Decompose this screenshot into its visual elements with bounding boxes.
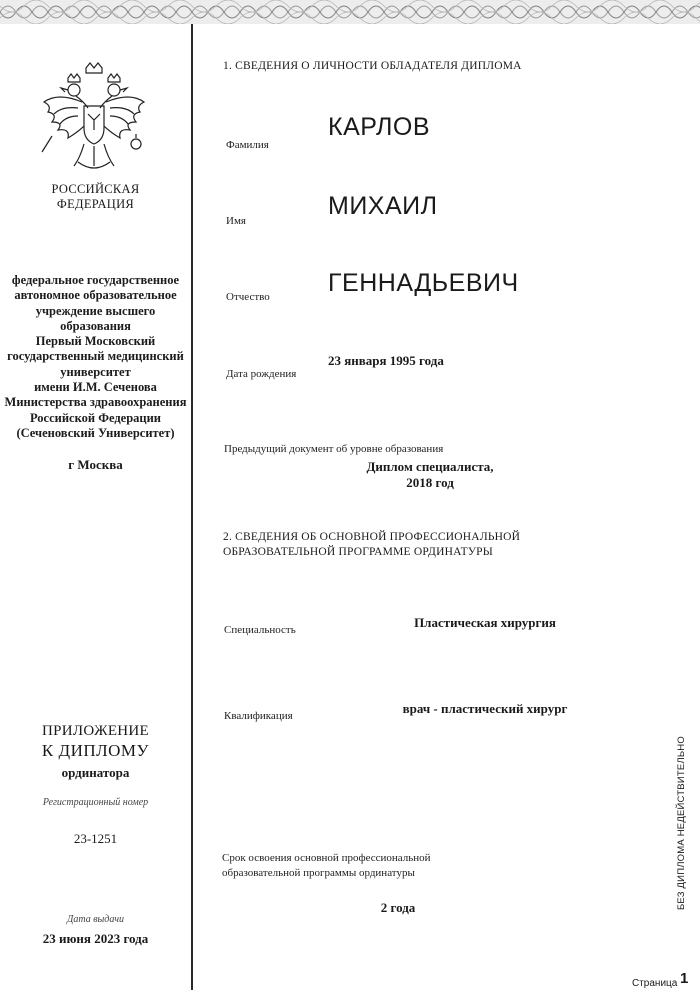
section2-title-line1: 2. СВЕДЕНИЯ ОБ ОСНОВНОЙ ПРОФЕССИОНАЛЬНОЙ	[223, 531, 521, 543]
prev-doc-label: Предыдущий документ об уровне образования	[224, 443, 444, 455]
country-line: РОССИЙСКАЯ	[51, 182, 140, 196]
birth-date-label: Дата рождения	[226, 368, 297, 380]
page-label: Страница	[632, 978, 678, 989]
institution-line: имени И.М. Сеченова	[34, 380, 157, 395]
surname-label: Фамилия	[226, 139, 269, 151]
patronymic-label: Отчество	[226, 291, 270, 303]
institution-line: федеральное государственное	[11, 273, 180, 287]
city: г Москва	[68, 457, 123, 472]
patronymic-value: ГЕННАДЬЕВИЧ	[328, 269, 519, 297]
name-value: МИХАИЛ	[328, 192, 438, 220]
issue-date: 23 июня 2023 года	[42, 931, 149, 946]
section2-title-line2: ОБРАЗОВАТЕЛЬНОЙ ПРОГРАММЕ ОРДИНАТУРЫ	[223, 546, 493, 558]
institution-line: автономное образовательное	[14, 288, 177, 303]
specialty-label: Специальность	[224, 624, 296, 636]
qualification-label: Квалификация	[224, 710, 293, 722]
prev-doc-line1: Диплом специалиста,	[366, 459, 494, 474]
institution-name	[0, 273, 191, 441]
side-note: БЕЗ ДИПЛОМА НЕДЕЙСТВИТЕЛЬНО	[676, 736, 687, 910]
supplement-title-line1: ПРИЛОЖЕНИЕ	[41, 723, 150, 739]
birth-date-value: 23 января 1995 года	[328, 353, 444, 368]
institution-line: образования	[60, 318, 131, 333]
section1-title: 1. СВЕДЕНИЯ О ЛИЧНОСТИ ОБЛАДАТЕЛЯ ДИПЛОМА	[223, 60, 522, 72]
duration-value: 2 года	[380, 900, 416, 915]
reg-number-label: Регистрационный номер	[42, 797, 149, 808]
issue-date-label: Дата выдачи	[66, 914, 125, 925]
country-name	[0, 182, 191, 212]
duration-label-line1: Срок освоения основной профессиональной	[222, 852, 431, 864]
surname-value: КАРЛОВ	[328, 113, 431, 141]
institution-line: Министерства здравоохранения	[4, 395, 187, 410]
institution-line: государственный медицинский	[7, 349, 184, 364]
guilloche-border	[0, 0, 700, 24]
institution-line: университет	[60, 364, 131, 379]
supplement-type: ординатора	[61, 765, 130, 780]
duration-label-line2: образовательной программы ординатуры	[222, 867, 415, 879]
institution-line: (Сеченовский Университет)	[16, 425, 175, 440]
specialty-value: Пластическая хирургия	[414, 615, 556, 630]
institution-line: учреждение высшего	[35, 303, 156, 318]
country-line: ФЕДЕРАЦИЯ	[56, 197, 135, 211]
reg-number: 23-1251	[73, 831, 118, 846]
name-label: Имя	[226, 215, 246, 227]
institution-line: Российской Федерации	[29, 410, 162, 425]
qualification-value: врач - пластический хирург	[402, 701, 568, 716]
prev-doc-line2: 2018 год	[406, 475, 454, 490]
double-headed-eagle-icon	[38, 62, 150, 176]
institution-line: Первый Московский	[35, 334, 156, 349]
page-number: 1	[680, 970, 689, 987]
column-divider	[191, 24, 193, 990]
supplement-title-line2: К ДИПЛОМУ	[41, 741, 150, 760]
